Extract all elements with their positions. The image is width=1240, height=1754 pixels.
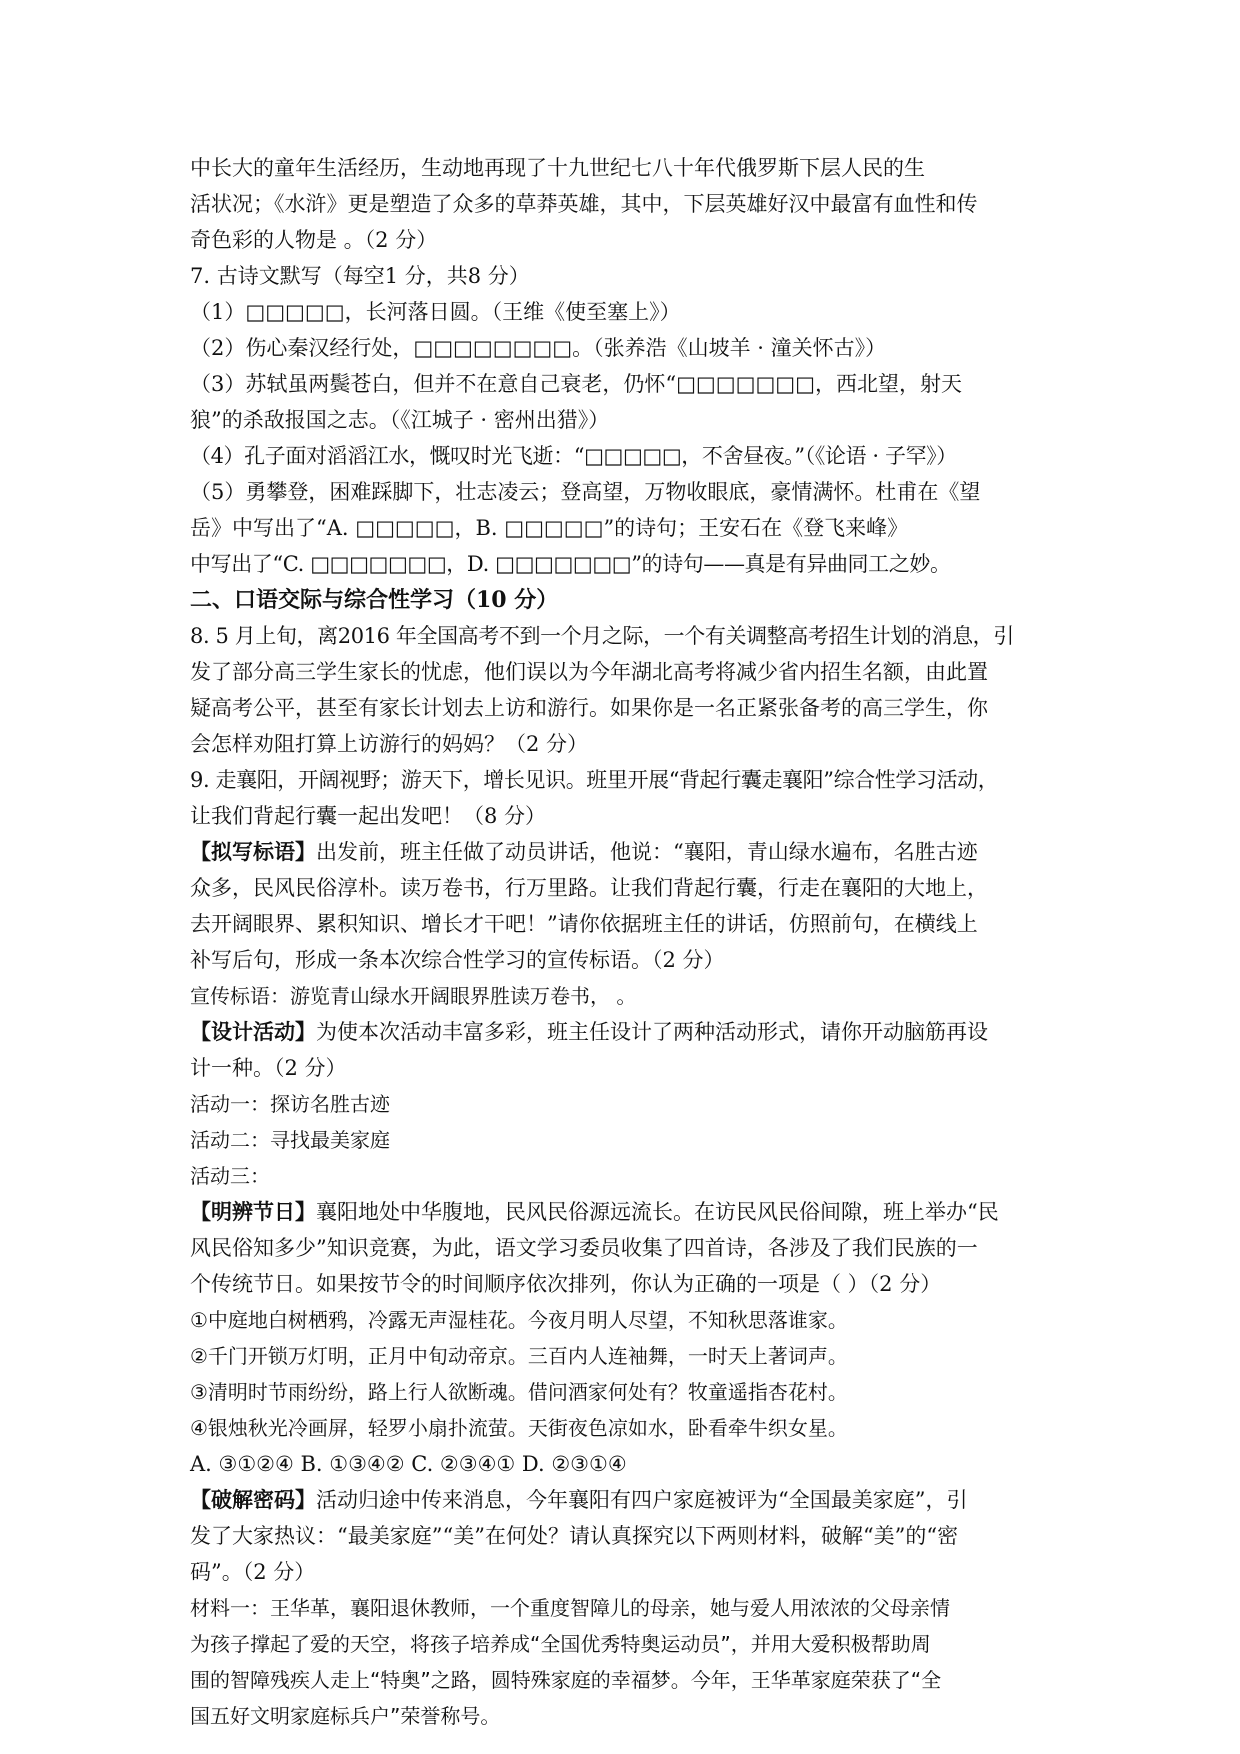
text-line: 宣传标语：游览青山绿水开阔眼界胜读万卷书， 。 [190,984,637,1008]
text-line: 活状况；《水浒》更是塑造了众多的草莽英雄，其中，下层英雄好汉中最富有血性和传 [190,192,978,216]
text-line: 众多，民风民俗淳朴。读万卷书，行万里路。让我们背起行囊，行走在襄阳的大地上， [190,876,988,900]
text-line: 狼”的杀敌报国之志。（《江城子 · 密州出猎》） [190,408,610,432]
text-line: （5）勇攀登，困难踩脚下，壮志凌云；登高望，万物收眼底，豪情满怀。杜甫在《望 [190,480,981,504]
material-1-line: 国五好文明家庭标兵户”荣誉称号。 [190,1704,501,1728]
material-1-line: 材料一：王华革，襄阳退休教师，一个重度智障儿的母亲，她与爱人用浓浓的父母亲情 [190,1596,950,1620]
text-line: 计一种。（2 分） [190,1056,347,1080]
text-line: 发了部分高三学生家长的忧虑，他们误以为今年湖北高考将减少省内招生名额，由此置 [190,660,988,684]
slogan-tag: 【拟写标语】 [190,839,316,864]
text-line: 发了大家热议：“最美家庭”“美”在何处？请认真探究以下两则材料，破解“美”的“密 [190,1524,959,1548]
text-line: 风民俗知多少”知识竞赛，为此，语文学习委员收集了四首诗，各涉及了我们民族的一 [190,1236,978,1260]
text-span: 为使本次活动丰富多彩，班主任设计了两种活动形式，请你开动脑筋再设 [316,1020,988,1044]
text-line [190,1194,1080,1230]
text-line: 岳》中写出了“A. □□□□□，B. □□□□□”的诗句；王安石在《登飞来峰》 [190,516,909,540]
text-line: 去开阔眼界、累积知识、增长才干吧！”请你依据班主任的讲话，仿照前句，在横线上 [190,912,978,936]
design-activity-tag: 【设计活动】 [190,1019,316,1044]
poem-2: ②千门开锁万灯明，正月中旬动帝京。三百内人连袖舞，一时天上著词声。 [190,1344,848,1368]
text-line [190,1482,1080,1518]
text-span: 出发前，班主任做了动员讲话，他说：“襄阳，青山绿水遍布，名胜古迹 [316,840,978,864]
text-line: 会怎样劝阻打算上访游行的妈妈？（2 分） [190,732,589,756]
text-line: 让我们背起行囊一起出发吧！（8 分） [190,804,547,828]
text-line: （2）伤心秦汉经行处，□□□□□□□□。（张养浩《山坡羊 · 潼关怀古》） [190,336,887,360]
text-span: 襄阳地处中华腹地，民风民俗源远流长。在访民风民俗间隙，班上举办“民 [316,1200,999,1224]
section-heading: 二、口语交际与综合性学习（10 分） [190,587,559,613]
answer-options: A. ③①②④ B. ①③④② C. ②③④① D. ②③①④ [190,1452,627,1476]
text-line: 码”。（2 分） [190,1560,316,1584]
document-page [190,150,1080,1734]
text-line: 个传统节日。如果按节令的时间顺序依次排列，你认为正确的一项是（ ）（2 分） [190,1272,942,1296]
text-line: （3）苏轼虽两鬓苍白，但并不在意自己衰老，仍怀“□□□□□□□，西北望，射天 [190,372,962,396]
activity-1: 活动一：探访名胜古迹 [190,1092,390,1116]
text-line: 奇色彩的人物是 。（2 分） [190,228,438,252]
poem-3: ③清明时节雨纷纷，路上行人欲断魂。借问酒家何处有？牧童遥指杏花村。 [190,1380,848,1404]
text-line: 疑高考公平，甚至有家长计划去上访和游行。如果你是一名正紧张备考的高三学生，你 [190,696,988,720]
material-1-line: 为孩子撑起了爱的天空，将孩子培养成“全国优秀特奥运动员”，并用大爱积极帮助周 [190,1632,931,1656]
question-7-heading: 7. 古诗文默写（每空1 分，共8 分） [190,264,530,288]
crack-code-tag: 【破解密码】 [190,1487,316,1512]
text-line: （1）□□□□□，长河落日圆。（王维《使至塞上》） [190,300,681,324]
text-line: 中长大的童年生活经历，生动地再现了十九世纪七八十年代俄罗斯下层人民的生 [190,156,925,180]
text-line: （4）孔子面对滔滔江水，慨叹时光飞逝：“□□□□□，不舍昼夜。”（《论语 · 子罕》） [190,444,957,468]
text-line: 补写后句，形成一条本次综合性学习的宣传标语。（2 分） [190,948,725,972]
activity-3: 活动三： [190,1164,270,1188]
poem-4: ④银烛秋光冷画屏，轻罗小扇扑流萤。天街夜色凉如水，卧看牵牛织女星。 [190,1416,848,1440]
text-span: 活动归途中传来消息，今年襄阳有四户家庭被评为“全国最美家庭”，引 [316,1488,968,1512]
question-8-text: 8. 5 月上旬，离2016 年全国高考不到一个月之际，一个有关调整高考招生计划的消息，引 [190,624,1014,648]
text-line: 中写出了“C. □□□□□□□，D. □□□□□□□”的诗句——真是有异曲同工之妙。 [190,552,951,576]
poem-1: ①中庭地白树栖鸦，冷露无声湿桂花。今夜月明人尽望，不知秋思落谁家。 [190,1308,848,1332]
activity-2: 活动二：寻找最美家庭 [190,1128,390,1152]
festival-tag: 【明辨节日】 [190,1199,316,1224]
text-line [190,834,1080,870]
material-1-line: 围的智障残疾人走上“特奥”之路，圆特殊家庭的幸福梦。今年，王华革家庭荣获了“全 [190,1668,942,1692]
text-line [190,1014,1080,1050]
question-9-text: 9. 走襄阳，开阔视野；游天下，增长见识。班里开展“背起行囊走襄阳”综合性学习活动， [190,768,999,792]
